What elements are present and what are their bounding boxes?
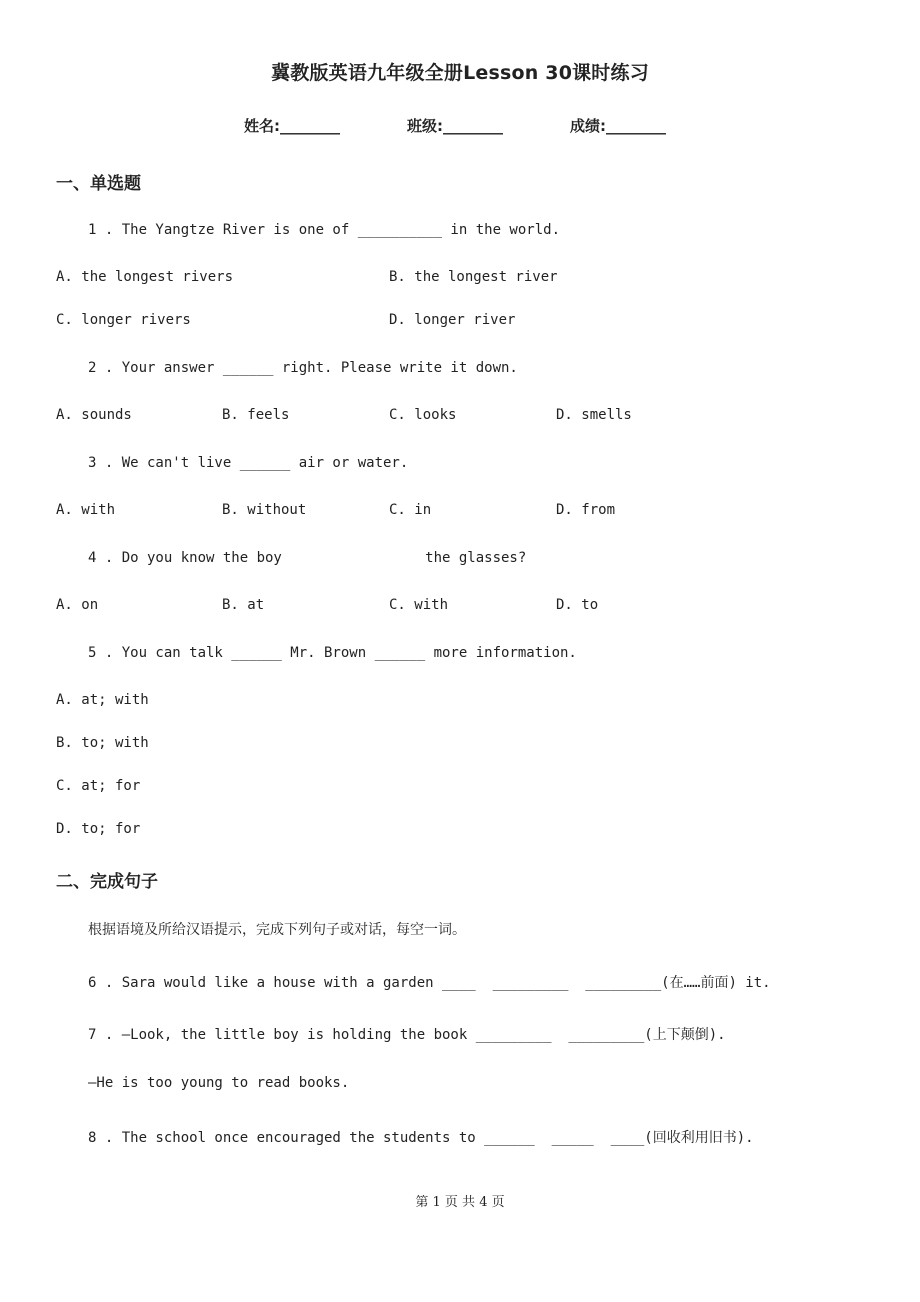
q4-option-b: B. at (222, 597, 265, 613)
q5-option-a: A. at; with (56, 692, 149, 708)
section-heading-single-choice: 一、单选题 (56, 174, 141, 194)
question-3: 3 . We can't live ______ air or water. (88, 455, 409, 471)
q1-option-a: A. the longest rivers (56, 269, 234, 285)
q2-option-d: D. smells (556, 407, 632, 423)
q1-option-c: C. longer rivers (56, 312, 191, 328)
q5-option-b: B. to; with (56, 735, 149, 751)
q5-option-c: C. at; for (56, 778, 141, 794)
q4-option-d: D. to (556, 597, 599, 613)
question-6: 6 . Sara would like a house with a garden ____ _________ _________(在……前面) it. (88, 975, 771, 991)
q4-option-a: A. on (56, 597, 99, 613)
q3-option-d: D. from (556, 502, 616, 518)
q3-option-c: C. in (389, 502, 432, 518)
section-heading-complete-sentences: 二、完成句子 (56, 872, 158, 892)
class-field: 班级:________ (407, 117, 503, 135)
q1-option-b: B. the longest river (389, 269, 558, 285)
page-footer: 第 1 页 共 4 页 (415, 1195, 505, 1210)
q5-option-d: D. to; for (56, 821, 141, 837)
q2-option-a: A. sounds (56, 407, 132, 423)
question-4: 4 . Do you know the boy the glasses? (88, 550, 527, 566)
question-1: 1 . The Yangtze River is one of __________ in the world. (88, 222, 561, 238)
name-field: 姓名:________ (244, 117, 340, 135)
question-7-reply: —He is too young to read books. (88, 1075, 350, 1091)
q2-option-b: B. feels (222, 407, 290, 423)
question-7: 7 . —Look, the little boy is holding the book _________ _________(上下颠倒). (88, 1027, 726, 1043)
page-title: 冀教版英语九年级全册Lesson 30课时练习 (271, 62, 649, 84)
question-5: 5 . You can talk ______ Mr. Brown ______ more information. (88, 645, 577, 661)
q4-option-c: C. with (389, 597, 449, 613)
q1-option-d: D. longer river (389, 312, 516, 328)
section2-instruction: 根据语境及所给汉语提示，完成下列句子或对话，每空一词。 (88, 922, 466, 938)
question-2: 2 . Your answer ______ right. Please write it down. (88, 360, 518, 376)
q2-option-c: C. looks (389, 407, 457, 423)
question-8: 8 . The school once encouraged the students to ______ _____ ____(回收利用旧书). (88, 1130, 754, 1146)
score-field: 成绩:________ (570, 117, 666, 135)
q3-option-b: B. without (222, 502, 307, 518)
q3-option-a: A. with (56, 502, 116, 518)
